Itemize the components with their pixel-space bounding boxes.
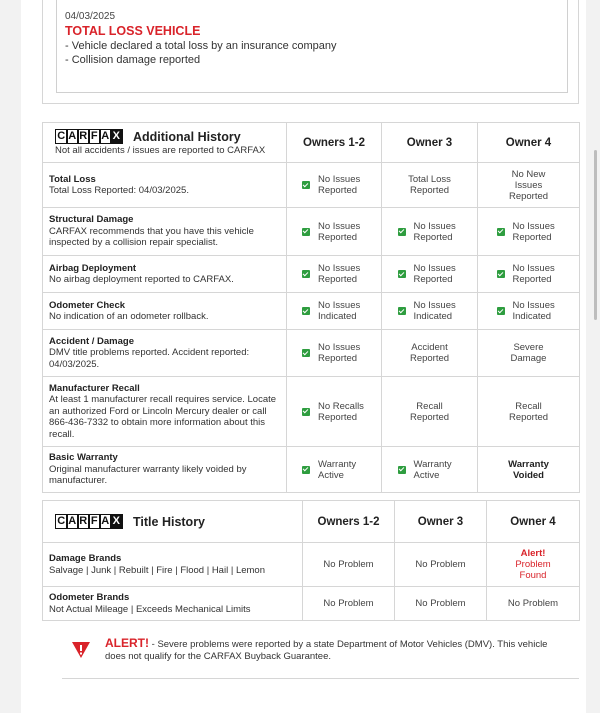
warning-icon (71, 641, 91, 659)
status-text: Problem Found (515, 559, 551, 581)
title-history-header (43, 501, 303, 543)
additional-history-table (42, 122, 580, 493)
status-cell (287, 330, 382, 377)
row-title: Damage Brands (49, 553, 122, 564)
status-cell (478, 208, 580, 256)
status-cell (487, 587, 580, 621)
row-label (43, 163, 287, 208)
column-header: Owner 4 (487, 501, 580, 543)
row-title: Manufacturer Recall (49, 382, 140, 394)
divider (62, 678, 579, 679)
row-description: DMV title problems reported. Accident reported: 04/03/2025. (49, 347, 250, 370)
carfax-logo (55, 129, 121, 144)
row-description: Total Loss Reported: 04/03/2025. (49, 185, 189, 196)
status-text: Accident Reported (409, 342, 450, 364)
status-text: No Recalls Reported (318, 400, 364, 423)
status-text: Severe Damage (510, 342, 547, 364)
column-header: Owners 1-2 (287, 123, 382, 163)
status-text: No Issues Reported (413, 220, 456, 243)
status-text: Warranty Active (413, 458, 452, 481)
status-cell (382, 293, 478, 330)
status-text: No New Issues Reported (508, 168, 549, 202)
event-line: - Vehicle declared a total loss by an insurance company (65, 40, 337, 52)
status-cell (478, 377, 580, 447)
row-label (43, 208, 287, 256)
status-text: No Issues Reported (512, 263, 555, 285)
title-history-title: Title History (133, 514, 206, 529)
row-description: At least 1 manufacturer recall requires service. Locate an authorized Ford or Lincoln Mercury dealer or call 866-436-7332 to obtain more information about this recall. (49, 394, 277, 440)
status-text: Warranty Voided (508, 458, 549, 481)
check-icon (302, 270, 310, 278)
row-title: Accident / Damage (49, 335, 134, 347)
logo-letter: A (99, 129, 112, 144)
event-record (56, 0, 568, 93)
logo-letter: C (55, 129, 68, 144)
alert-word: ALERT! (105, 636, 149, 650)
check-icon (302, 228, 310, 236)
status-text: No Issues Reported (318, 263, 361, 285)
check-icon (398, 270, 406, 278)
event-card (42, 0, 579, 104)
logo-letter: X (110, 514, 123, 529)
table-row (43, 330, 580, 377)
table-row (43, 377, 580, 447)
check-icon (398, 466, 406, 474)
status-cell (303, 543, 395, 587)
check-icon (398, 228, 406, 236)
status-text: Recall Reported (508, 400, 549, 423)
check-icon (398, 307, 406, 315)
status-cell (287, 163, 382, 208)
logo-letter: R (77, 514, 90, 529)
additional-history-header (43, 123, 287, 163)
check-icon (302, 349, 310, 357)
row-description: CARFAX recommends that you have this vehicle inspected by a collision repair specialist. (49, 225, 254, 249)
check-icon (497, 307, 505, 315)
check-icon (302, 181, 310, 189)
status-cell (382, 163, 478, 208)
status-text: No Issues Reported (512, 220, 555, 243)
row-title: Odometer Check (49, 299, 126, 311)
report-page (21, 0, 586, 713)
logo-letter: A (66, 514, 79, 529)
event-line: - Collision damage reported (65, 54, 201, 66)
status-text: No Problem (507, 598, 559, 609)
row-description: No indication of an odometer rollback. (49, 311, 209, 322)
column-header: Owner 4 (478, 123, 580, 163)
status-cell (478, 293, 580, 330)
additional-history-subtitle: Not all accidents / issues are reported to CARFAX (55, 145, 266, 156)
carfax-logo (55, 514, 121, 529)
row-description: Not Actual Mileage | Exceeds Mechanical Limits (49, 603, 251, 615)
status-cell (478, 256, 580, 293)
status-text: No Issues Reported (318, 220, 361, 243)
check-icon (302, 466, 310, 474)
row-label (43, 377, 287, 447)
status-text: Recall Reported (409, 400, 450, 423)
row-label (43, 543, 303, 587)
alert-message (105, 637, 560, 673)
additional-history-title: Additional History (133, 129, 241, 144)
logo-letter: F (88, 129, 101, 144)
status-text: No Issues Reported (318, 342, 361, 364)
column-header: Owners 1-2 (303, 501, 395, 543)
alert-label: Alert! (520, 548, 546, 559)
row-label (43, 256, 287, 293)
title-history-table (42, 500, 580, 621)
table-row (43, 256, 580, 293)
status-cell (287, 256, 382, 293)
row-title: Total Loss (49, 173, 96, 185)
row-description: Original manufacturer warranty likely voided by manufacturer. (49, 463, 247, 487)
logo-letter: A (66, 129, 79, 144)
row-description: Salvage | Junk | Rebuilt | Fire | Flood | Hail | Lemon (49, 564, 265, 576)
status-cell (287, 208, 382, 256)
table-row (43, 163, 580, 208)
status-text: No Problem (415, 559, 466, 570)
status-cell (395, 587, 487, 621)
status-cell (478, 447, 580, 493)
row-label (43, 447, 287, 493)
column-header: Owner 3 (382, 123, 478, 163)
table-row (43, 543, 580, 587)
status-text: No Issues Reported (413, 263, 456, 285)
status-text: No Problem (323, 559, 374, 570)
table-row (43, 447, 580, 493)
status-cell (395, 543, 487, 587)
row-title: Airbag Deployment (49, 262, 137, 274)
logo-letter: A (99, 514, 112, 529)
check-icon (497, 228, 505, 236)
status-cell (478, 163, 580, 208)
status-cell (478, 330, 580, 377)
status-text: No Issues Indicated (413, 300, 456, 322)
status-cell (382, 377, 478, 447)
row-title: Structural Damage (49, 214, 134, 226)
status-cell (382, 256, 478, 293)
alert-text: - Severe problems were reported by a state Department of Motor Vehicles (DMV). This vehicle does not qualify for the CARFAX Buyback Guarantee. (105, 639, 548, 662)
status-text: Warranty Active (318, 458, 357, 481)
status-text: No Problem (323, 598, 374, 609)
row-description: No airbag deployment reported to CARFAX. (49, 274, 234, 285)
event-date: 04/03/2025 (65, 11, 116, 22)
row-label (43, 293, 287, 330)
status-text: Total Loss Reported (408, 174, 451, 196)
status-cell (287, 293, 382, 330)
row-label (43, 330, 287, 377)
column-header: Owner 3 (395, 501, 487, 543)
status-cell (382, 208, 478, 256)
logo-letter: F (88, 514, 101, 529)
check-icon (302, 408, 310, 416)
status-text: No Issues Indicated (318, 300, 361, 322)
logo-letter: C (55, 514, 68, 529)
table-row (43, 293, 580, 330)
status-cell (382, 447, 478, 493)
row-title: Odometer Brands (49, 592, 130, 603)
status-text: No Problem (415, 598, 466, 609)
dmv-alert (62, 627, 572, 673)
status-text: No Issues Reported (318, 174, 361, 196)
check-icon (497, 270, 505, 278)
status-cell (303, 587, 395, 621)
table-row (43, 208, 580, 256)
scrollbar[interactable] (594, 150, 597, 320)
status-cell (287, 377, 382, 447)
event-title: TOTAL LOSS VEHICLE (65, 24, 201, 38)
logo-letter: X (110, 129, 123, 144)
check-icon (302, 307, 310, 315)
status-text: No Issues Indicated (512, 300, 555, 322)
status-cell (382, 330, 478, 377)
row-label (43, 587, 303, 621)
status-cell (487, 543, 580, 587)
row-title: Basic Warranty (49, 452, 118, 464)
status-cell (287, 447, 382, 493)
table-row (43, 587, 580, 621)
logo-letter: R (77, 129, 90, 144)
